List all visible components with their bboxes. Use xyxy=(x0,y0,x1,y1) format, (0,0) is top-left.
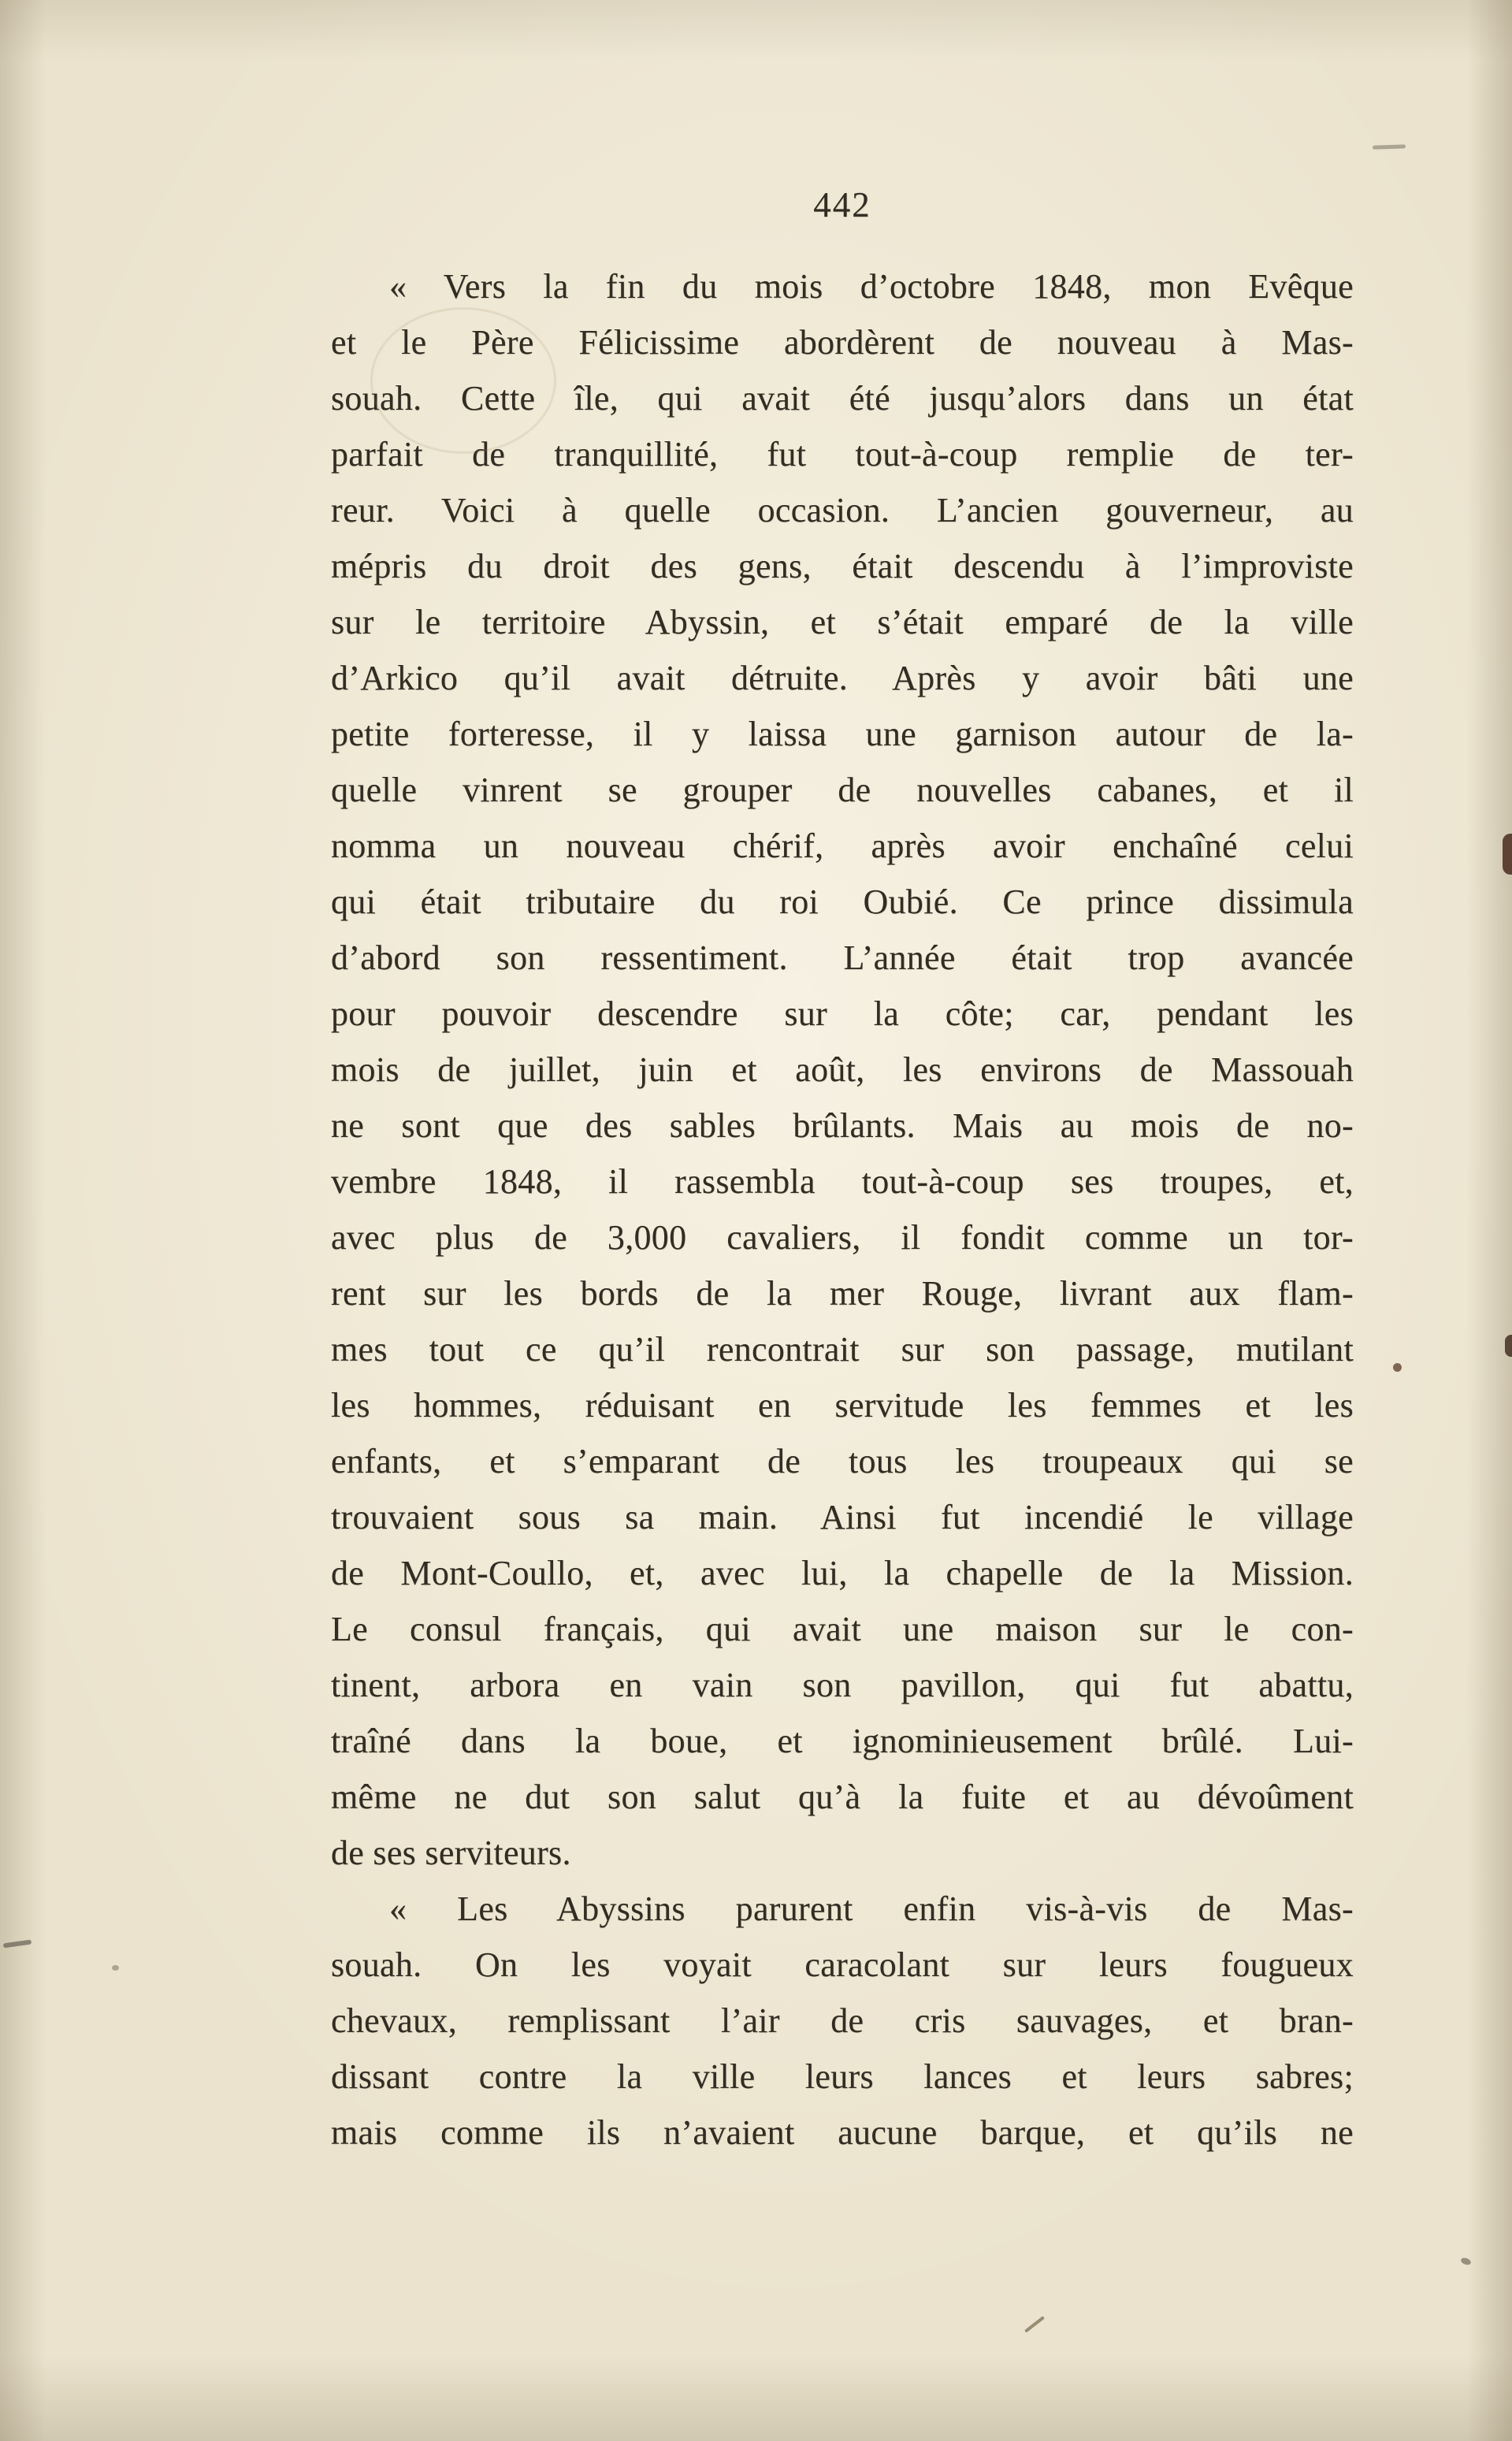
text-line: d’Arkico qu’il avait détruite. Après y avoir bâti une xyxy=(331,659,1354,697)
scan-artifact xyxy=(1024,2316,1045,2333)
text-line: souah. Cette île, qui avait été jusqu’alors dans un état xyxy=(331,379,1354,418)
text-line: chevaux, remplissant l’air de cris sauvages, et bran- xyxy=(331,2001,1354,2040)
text-line: de Mont-Coullo, et, avec lui, la chapelle de la Mission. xyxy=(331,1554,1354,1592)
text-line: de ses serviteurs. xyxy=(331,1834,571,1872)
scan-artifact xyxy=(1460,2257,1472,2266)
text-line: « Vers la fin du mois d’octobre 1848, mon Evêque xyxy=(389,267,1354,306)
text-line: et le Père Félicissime abordèrent de nouveau à Mas- xyxy=(331,323,1354,362)
scan-artifact xyxy=(1393,1363,1402,1372)
text-line: nomma un nouveau chérif, après avoir enchaîné celui xyxy=(331,827,1354,865)
text-line: pour pouvoir descendre sur la côte; car, pendant les xyxy=(331,994,1354,1033)
scan-artifact xyxy=(112,1965,119,1971)
text-line: qui était tributaire du roi Oubié. Ce prince dissimula xyxy=(331,882,1354,921)
text-line: Le consul français, qui avait une maison sur le con- xyxy=(331,1610,1354,1648)
text-line: tinent, arbora en vain son pavillon, qui fut abattu, xyxy=(331,1666,1354,1704)
text-line: sur le territoire Abyssin, et s’était emparé de la ville xyxy=(331,603,1354,641)
text-line: traîné dans la boue, et ignominieusement brûlé. Lui- xyxy=(331,1722,1354,1760)
scan-artifact xyxy=(1505,1335,1512,1357)
text-line: les hommes, réduisant en servitude les femmes et les xyxy=(331,1386,1354,1425)
text-line: mois de juillet, juin et août, les environs de Massouah xyxy=(331,1050,1354,1089)
text-line: d’abord son ressentiment. L’année était trop avancée xyxy=(331,938,1354,977)
text-line: quelle vinrent se grouper de nouvelles cabanes, et il xyxy=(331,771,1354,809)
scan-artifact xyxy=(3,1940,32,1949)
text-line: reur. Voici à quelle occasion. L’ancien gouverneur, au xyxy=(331,491,1354,529)
scan-artifact xyxy=(1503,834,1512,875)
text-line: mais comme ils n’avaient aucune barque, et qu’ils ne xyxy=(331,2113,1354,2152)
text-line: enfants, et s’emparant de tous les troupeaux qui se xyxy=(331,1442,1354,1481)
text-line: avec plus de 3,000 cavaliers, il fondit comme un tor- xyxy=(331,1218,1354,1257)
text-line: mépris du droit des gens, était descendu à l’improviste xyxy=(331,547,1354,585)
text-line: trouvaient sous sa main. Ainsi fut incendié le village xyxy=(331,1498,1354,1536)
text-line: « Les Abyssins parurent enfin vis-à-vis de Mas- xyxy=(389,1889,1354,1928)
text-line: vembre 1848, il rassembla tout-à-coup ses troupes, et, xyxy=(331,1162,1354,1201)
text-line: souah. On les voyait caracolant sur leurs fougueux xyxy=(331,1945,1354,1984)
text-line: mes tout ce qu’il rencontrait sur son passage, mutilant xyxy=(331,1330,1354,1369)
text-line: même ne dut son salut qu’à la fuite et au dévoûment xyxy=(331,1778,1354,1816)
text-line: parfait de tranquillité, fut tout-à-coup remplie de ter- xyxy=(331,435,1354,474)
text-block xyxy=(331,184,1354,2160)
text-line: ne sont que des sables brûlants. Mais au mois de no- xyxy=(331,1106,1354,1145)
text-line: rent sur les bords de la mer Rouge, livrant aux flam- xyxy=(331,1274,1354,1313)
page-number: 442 xyxy=(813,185,871,225)
text-line: dissant contre la ville leurs lances et leurs sabres; xyxy=(331,2057,1354,2096)
text-line: petite forteresse, il y laissa une garnison autour de la- xyxy=(331,715,1354,753)
scan-artifact xyxy=(1373,144,1406,149)
